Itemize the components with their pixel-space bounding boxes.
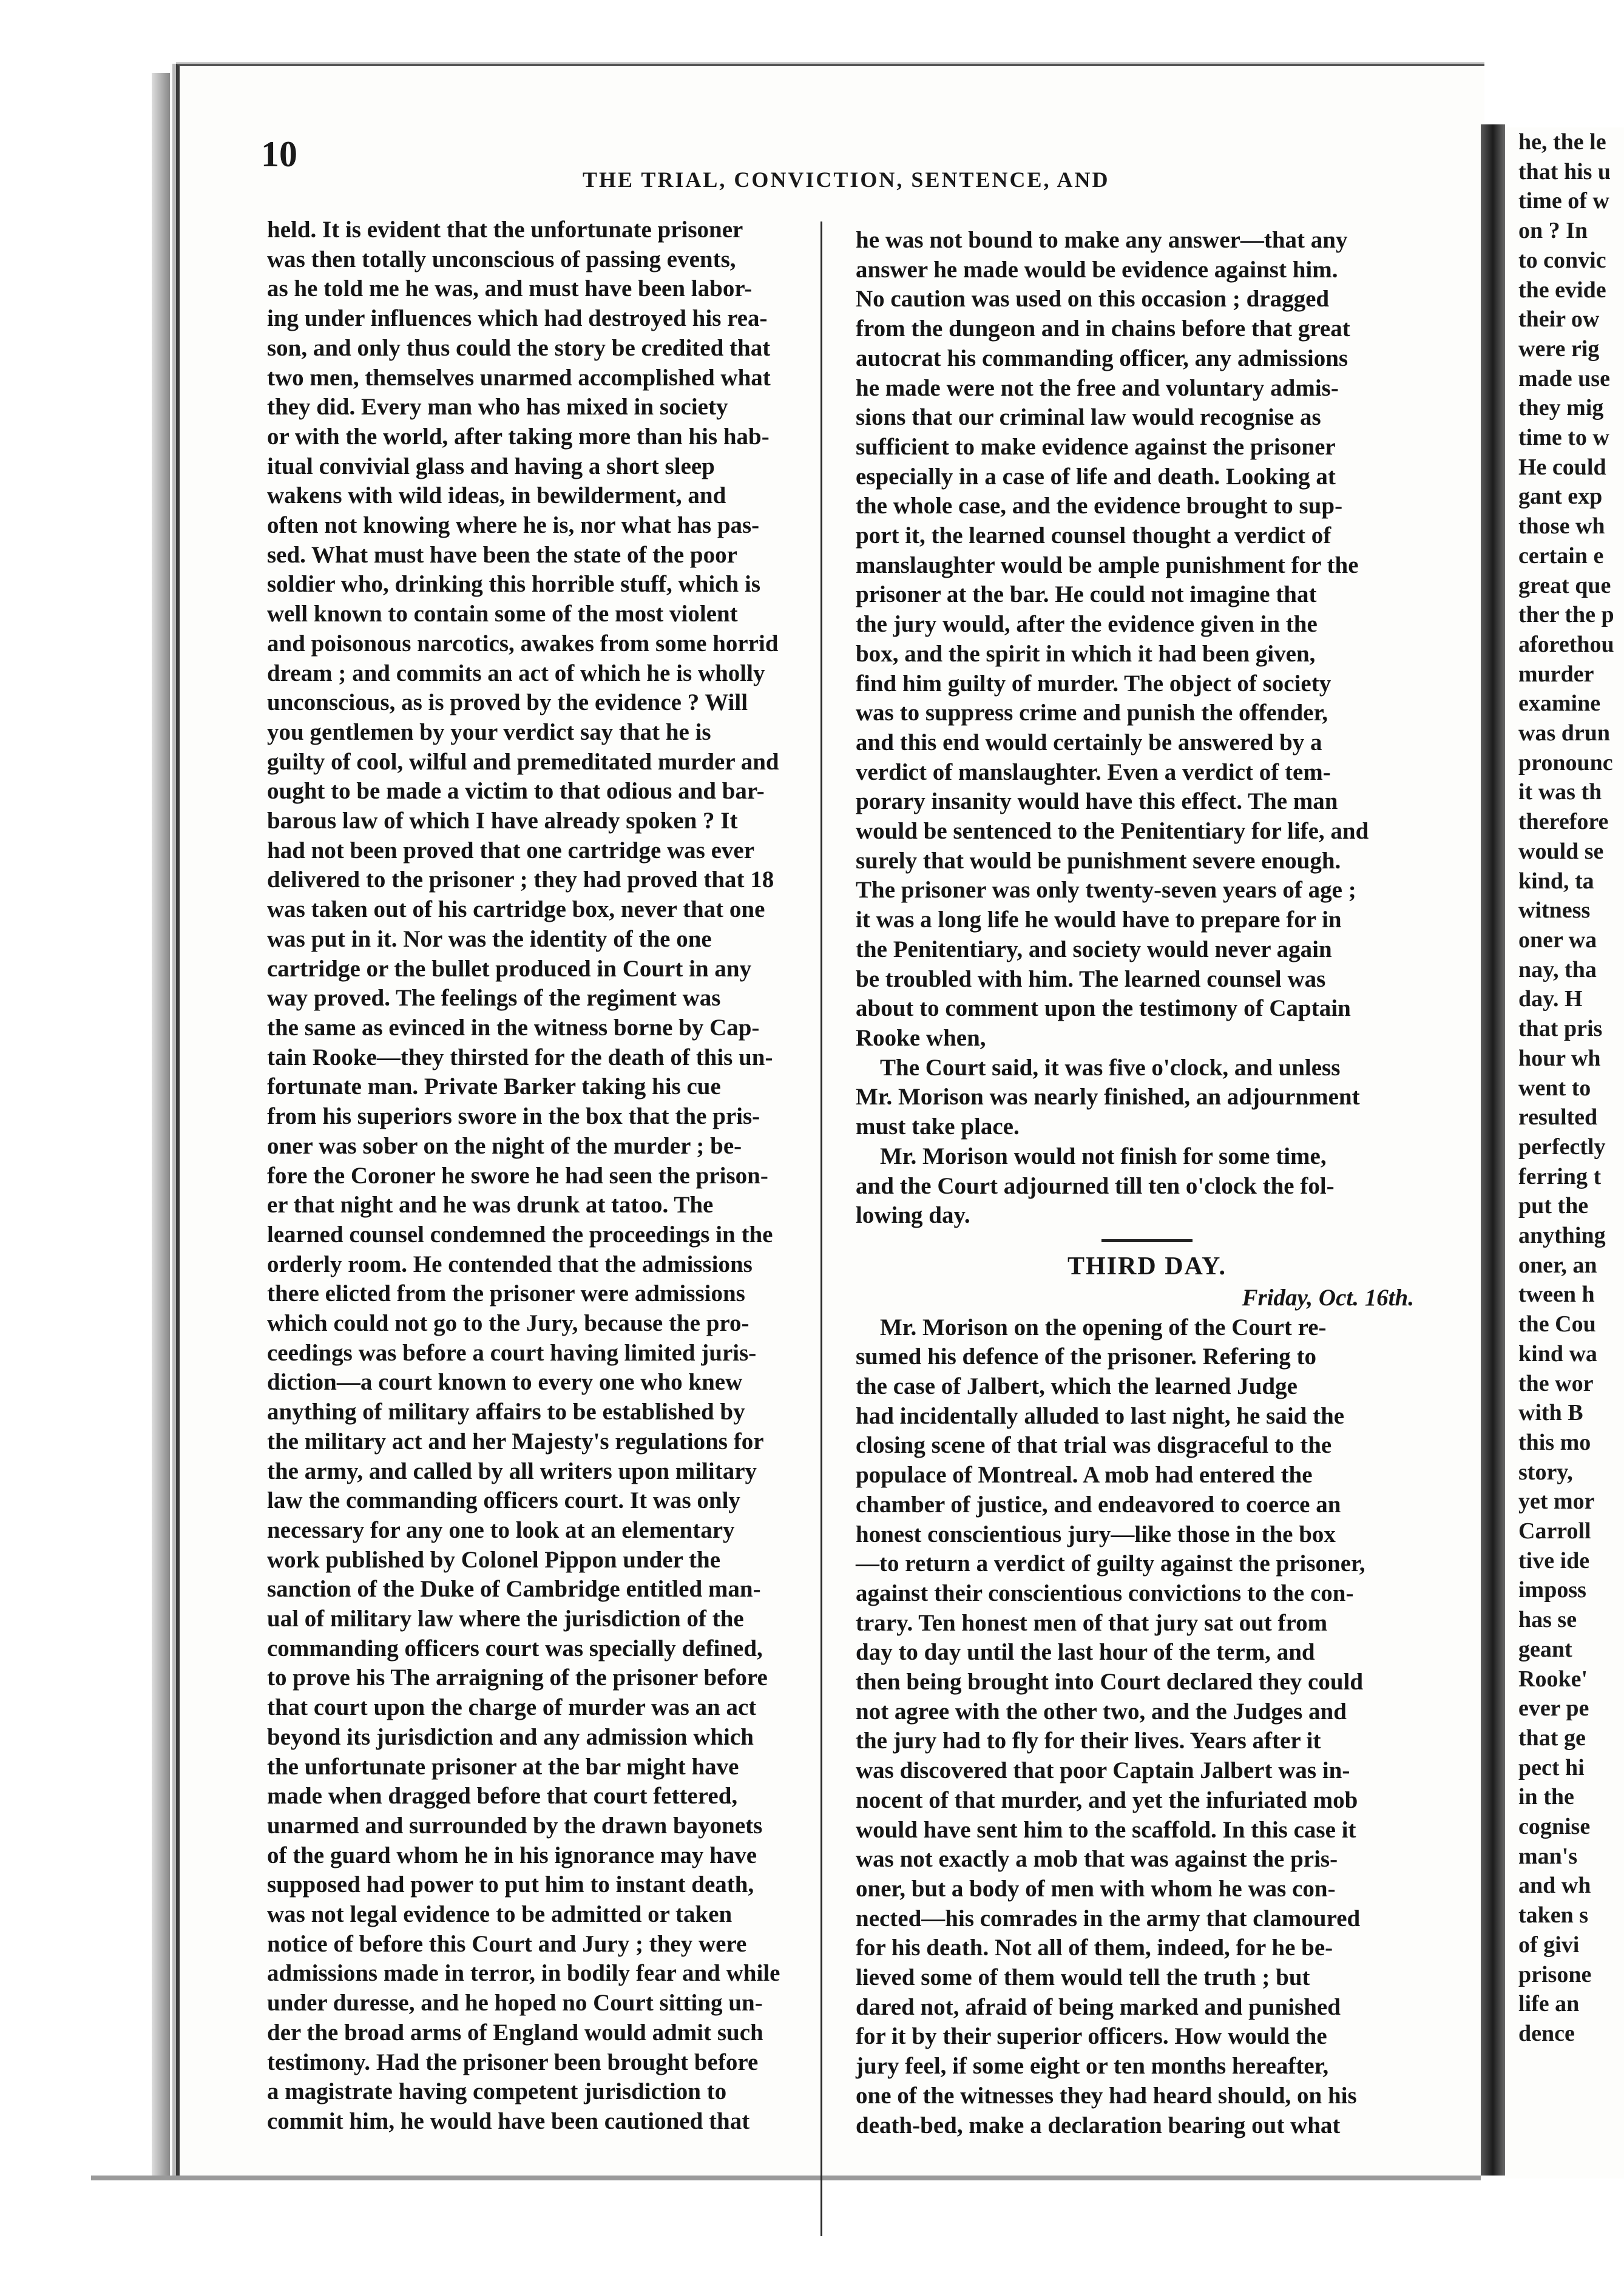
text-line: they did. Every man who has mixed in society — [267, 394, 728, 421]
text-line: that court upon the charge of murder was an act — [267, 1694, 757, 1721]
text-line: port it, the learned counsel thought a verdict of — [856, 522, 1331, 549]
text-line: kind wa — [1518, 1341, 1597, 1367]
morison-reply-paragraph — [856, 1142, 1438, 1231]
text-line: yet mor — [1518, 1489, 1595, 1515]
text-line: there elicted from the prisoner were admissions — [267, 1280, 745, 1307]
text-line: he, the le — [1518, 129, 1606, 155]
text-line: sed. What must have been the state of the poor — [267, 541, 737, 568]
text-line: was not legal evidence to be admitted or taken — [267, 1901, 732, 1928]
text-line: the unfortunate prisoner at the bar might have — [267, 1753, 739, 1780]
text-line: anything — [1518, 1223, 1606, 1249]
text-line: death-bed, make a declaration bearing out what — [856, 2112, 1341, 2138]
text-line: barous law of which I have already spoken ? It — [267, 808, 738, 834]
text-line: sions that our criminal law would recognise as — [856, 404, 1321, 431]
text-line: oner, an — [1518, 1252, 1597, 1278]
text-line: was to suppress crime and punish the offender, — [856, 700, 1328, 726]
text-line: of the guard whom he in his ignorance may have — [267, 1842, 757, 1868]
text-line: must take place. — [856, 1114, 1020, 1140]
text-line: tain Rooke—they thirsted for the death of this un- — [267, 1044, 773, 1070]
text-line: ual of military law where the jurisdiction of the — [267, 1606, 744, 1632]
text-line: certain e — [1518, 543, 1604, 569]
text-line: to convic — [1518, 247, 1606, 273]
text-line: wakens with wild ideas, in bewilderment, and — [267, 482, 726, 509]
text-line: put the — [1518, 1193, 1589, 1219]
text-line: kind, ta — [1518, 868, 1594, 894]
text-line: ever pe — [1518, 1696, 1589, 1722]
text-line: day to day until the last hour of the term, and — [856, 1639, 1315, 1666]
text-line: manslaughter would be ample punishment for the — [856, 552, 1359, 578]
text-line: sanction of the Duke of Cambridge entitled man- — [267, 1576, 761, 1603]
text-line: their ow — [1518, 306, 1600, 333]
text-line: examine — [1518, 691, 1601, 717]
book-gutter — [1481, 124, 1505, 2176]
text-line: Rooke' — [1518, 1666, 1588, 1692]
text-line: it was th — [1518, 779, 1602, 805]
text-line: in the — [1518, 1784, 1574, 1810]
text-line: would be sentenced to the Penitentiary for life, and — [856, 818, 1369, 845]
text-line: he was not bound to make any answer—that any — [856, 227, 1348, 253]
text-line: notice of before this Court and Jury ; they were — [267, 1930, 747, 1957]
page-bottom-edge — [91, 2176, 1481, 2180]
text-line: son, and only thus could the story be credited that — [267, 334, 771, 361]
text-line: trary. Ten honest men of that jury sat out from — [856, 1609, 1328, 1636]
text-line: verdict of manslaughter. Even a verdict of tem- — [856, 759, 1331, 785]
text-line: ther the p — [1518, 602, 1614, 628]
text-line: those wh — [1518, 513, 1605, 539]
text-line: under duresse, and he hoped no Court sitting un- — [267, 1990, 763, 2017]
text-line: pronounc — [1518, 749, 1613, 776]
text-line: dared not, afraid of being marked and punished — [856, 1993, 1341, 2020]
text-line: for his death. Not all of them, indeed, for he be- — [856, 1935, 1333, 1961]
text-line: had incidentally alluded to last night, he said the — [856, 1402, 1345, 1429]
text-line: was discovered that poor Captain Jalbert was in- — [856, 1757, 1350, 1784]
text-line: the army, and called by all writers upon military — [267, 1458, 757, 1484]
text-line: great que — [1518, 572, 1611, 598]
text-line: commit him, he would have been cautioned that — [267, 2108, 750, 2134]
right-column — [856, 226, 1438, 2140]
text-line: was then totally unconscious of passing events, — [267, 246, 736, 272]
text-line: taken s — [1518, 1902, 1589, 1929]
left-column — [267, 215, 789, 2137]
text-line: the wor — [1518, 1370, 1594, 1396]
text-line: made use — [1518, 365, 1610, 391]
text-line: one of the witnesses they had heard should, on his — [856, 2082, 1357, 2109]
text-line: Mr. Morison would not finish for some time, — [880, 1143, 1327, 1169]
text-line: He could — [1518, 454, 1606, 480]
text-line: work published by Colonel Pippon under the — [267, 1546, 720, 1573]
text-line: testimony. Had the prisoner been brought before — [267, 2049, 759, 2075]
text-line: Mr. Morison on the opening of the Court re- — [880, 1314, 1327, 1341]
text-line: that pris — [1518, 1016, 1603, 1042]
text-line: the same as evinced in the witness borne by Cap- — [267, 1014, 760, 1041]
text-line: way proved. The feelings of the regiment was — [267, 985, 721, 1012]
text-line: delivered to the prisoner ; they had proved that 18 — [267, 867, 774, 893]
section-divider-rule — [1101, 1239, 1193, 1242]
text-line: itual convivial glass and having a short sleep — [267, 453, 715, 479]
text-line: lowing day. — [856, 1202, 970, 1229]
text-line: The prisoner was only twenty-seven years of age ; — [856, 877, 1356, 904]
section-heading: THIRD DAY. — [1067, 1252, 1226, 1280]
text-line: often not knowing where he is, nor what has pas- — [267, 512, 760, 539]
text-line: orderly room. He contended that the admissions — [267, 1251, 753, 1277]
text-line: man's — [1518, 1843, 1578, 1869]
text-line: soldier who, drinking this horrible stuff, which is — [267, 571, 761, 598]
text-line: fortunate man. Private Barker taking his cue — [267, 1073, 721, 1100]
text-line: about to comment upon the testimony of Captain — [856, 995, 1351, 1022]
text-line: time to w — [1518, 425, 1609, 451]
text-line: oner, but a body of men with whom he was con- — [856, 1875, 1336, 1902]
text-line: the Penitentiary, and society would never again — [856, 936, 1332, 962]
text-line: porary insanity would have this effect. The man — [856, 788, 1338, 815]
text-line: that ge — [1518, 1725, 1586, 1751]
text-line: from the dungeon and in chains before that great — [856, 316, 1350, 342]
text-line: aforethou — [1518, 631, 1614, 657]
text-line: or with the world, after taking more than his hab- — [267, 423, 770, 450]
text-line: then being brought into Court declared they could — [856, 1669, 1364, 1696]
text-line: Mr. Morison was nearly finished, an adjournment — [856, 1084, 1360, 1111]
text-line: lieved some of them would tell the truth ; but — [856, 1964, 1310, 1991]
text-line: a magistrate having competent jurisdiction to — [267, 2078, 727, 2105]
text-line: it was a long life he would have to prepare for in — [856, 907, 1342, 933]
page-left-edge-shadow — [152, 73, 170, 2179]
text-line: the evide — [1518, 277, 1606, 303]
section-dateline: Friday, Oct. 16th. — [1242, 1284, 1414, 1311]
text-line: the whole case, and the evidence brought to sup- — [856, 493, 1343, 519]
text-line: admissions made in terror, in bodily fear and while — [267, 1960, 780, 1987]
text-line: chamber of justice, and endeavored to coerce an — [856, 1491, 1341, 1518]
text-line: was taken out of his cartridge box, never that one — [267, 896, 765, 923]
text-line: unarmed and surrounded by the drawn bayonets — [267, 1812, 763, 1839]
text-line: The Court said, it was five o'clock, and unless — [880, 1054, 1341, 1081]
text-line: honest conscientious jury—like those in the box — [856, 1521, 1336, 1547]
text-line: fore the Coroner he swore he had seen the prison- — [267, 1162, 768, 1189]
text-line: sumed his defence of the prisoner. Refering to — [856, 1344, 1316, 1370]
text-line: held. It is evident that the unfortunate prisoner — [267, 217, 743, 243]
text-line: learned counsel condemned the proceedings in the — [267, 1221, 773, 1248]
text-line: was not exactly a mob that was against the pris- — [856, 1846, 1338, 1873]
text-line: gant exp — [1518, 484, 1603, 510]
text-line: story, — [1518, 1459, 1573, 1485]
text-line: nocent of that murder, and yet the infuriated mob — [856, 1787, 1358, 1813]
text-line: dence — [1518, 2021, 1575, 2046]
text-line: witness — [1518, 898, 1591, 924]
text-line: time of w — [1518, 188, 1609, 214]
text-line: ceedings was before a court having limited juris- — [267, 1339, 757, 1366]
text-line: sufficient to make evidence against the prisoner — [856, 433, 1336, 460]
text-line: with B — [1518, 1400, 1583, 1426]
text-line: populace of Montreal. A mob had entered the — [856, 1462, 1313, 1489]
text-line: went to — [1518, 1075, 1591, 1101]
text-line: the military act and her Majesty's regulations for — [267, 1428, 764, 1455]
text-line: were rig — [1518, 336, 1600, 362]
text-line: Rooke when, — [856, 1024, 986, 1051]
text-line: closing scene of that trial was disgraceful to the — [856, 1432, 1332, 1459]
text-line: pect hi — [1518, 1754, 1585, 1780]
text-line: er that night and he was drunk at tatoo. The — [267, 1192, 714, 1219]
text-line: law the commanding officers court. It was only — [267, 1487, 740, 1514]
text-line: prisone — [1518, 1961, 1592, 1987]
text-line: was put in it. Nor was the identity of the one — [267, 925, 712, 952]
text-line: that his u — [1518, 158, 1611, 184]
text-line: was drun — [1518, 720, 1610, 746]
text-line: the case of Jalbert, which the learned Judge — [856, 1373, 1298, 1400]
facing-page-fragment — [1505, 127, 1624, 2179]
text-line: Carroll — [1518, 1518, 1591, 1544]
text-line: cartridge or the bullet produced in Court in any — [267, 955, 752, 982]
right-column-bottom-text — [856, 1313, 1438, 2141]
text-line: nay, tha — [1518, 956, 1597, 982]
text-line: would se — [1518, 838, 1604, 864]
text-line: life an — [1518, 1991, 1580, 2017]
text-line: from his superiors swore in the box that the pris- — [267, 1103, 760, 1130]
text-line: oner was sober on the night of the murder ; be- — [267, 1132, 742, 1159]
text-line: ferring t — [1518, 1163, 1602, 1189]
text-line: well known to contain some of the most violent — [267, 601, 738, 627]
text-line: supposed had power to put him to instant death, — [267, 1871, 754, 1898]
page-number: 10 — [261, 134, 297, 174]
text-line: resulted — [1518, 1104, 1598, 1131]
text-line: jury feel, if some eight or ten months hereafter, — [856, 2053, 1329, 2080]
text-line: commanding officers court was specially defined, — [267, 1635, 763, 1662]
text-line: against their conscientious convictions to the con- — [856, 1580, 1354, 1606]
text-line: surely that would be punishment severe enough. — [856, 847, 1341, 874]
text-line: as he told me he was, and must have been labor- — [267, 276, 753, 302]
text-line: made when dragged before that court fettered, — [267, 1783, 738, 1810]
text-line: of givi — [1518, 1932, 1580, 1958]
text-line: he made were not the free and voluntary admis- — [856, 374, 1339, 401]
text-line: nected—his comrades in the army that clamoured — [856, 1905, 1361, 1932]
text-line: cognise — [1518, 1814, 1591, 1840]
text-line: ought to be made a victim to that odious and bar- — [267, 778, 765, 805]
text-line: oner wa — [1518, 927, 1597, 953]
text-line: tween h — [1518, 1282, 1595, 1308]
text-line: not agree with the other two, and the Judges and — [856, 1698, 1347, 1725]
text-line: ing under influences which had destroyed his rea- — [267, 305, 768, 332]
text-line: anything of military affairs to be established by — [267, 1399, 745, 1425]
text-line: hour wh — [1518, 1045, 1601, 1071]
column-rule — [820, 221, 822, 2236]
text-line: dream ; and commits an act of which he is wholly — [267, 660, 765, 686]
text-line: diction—a court known to every one who knew — [267, 1369, 743, 1396]
text-line: the jury had to fly for their lives. Years after it — [856, 1728, 1321, 1754]
text-line: find him guilty of murder. The object of society — [856, 670, 1331, 697]
text-line: day. H — [1518, 986, 1583, 1012]
text-line: on ? In — [1518, 218, 1588, 244]
text-line: had not been proved that one cartridge was ever — [267, 837, 755, 864]
text-line: especially in a case of life and death. Looking at — [856, 463, 1336, 490]
text-line: you gentlemen by your verdict say that he is — [267, 718, 711, 745]
text-line: two men, themselves unarmed accomplished what — [267, 364, 771, 391]
text-line: unconscious, as is proved by the evidence ? Will — [267, 689, 748, 716]
text-line: and wh — [1518, 1873, 1591, 1899]
text-line: No caution was used on this occasion ; dragged — [856, 286, 1330, 313]
text-line: the Cou — [1518, 1311, 1596, 1337]
text-line: has se — [1518, 1607, 1577, 1633]
text-line: perfectly — [1518, 1134, 1606, 1160]
right-column-top-text — [856, 226, 1438, 1053]
text-line: they mig — [1518, 395, 1604, 421]
text-line: and poisonous narcotics, awakes from some horrid — [267, 630, 779, 657]
text-line: and the Court adjourned till ten o'clock the fol- — [856, 1172, 1335, 1199]
text-line: murder — [1518, 661, 1594, 687]
text-line: would have sent him to the scaffold. In this case it — [856, 1816, 1356, 1843]
text-line: for it by their superior officers. How would the — [856, 2023, 1327, 2050]
text-line: der the broad arms of England would admit such — [267, 2019, 763, 2046]
text-line: box, and the spirit in which it had been given, — [856, 640, 1316, 667]
text-line: autocrat his commanding officer, any admissions — [856, 345, 1348, 371]
court-said-paragraph — [856, 1053, 1438, 1142]
text-line: prisoner at the bar. He could not imagine that — [856, 581, 1317, 608]
text-line: imposs — [1518, 1577, 1586, 1603]
text-line: be troubled with him. The learned counsel was — [856, 965, 1326, 992]
text-line: —to return a verdict of guilty against the prisoner, — [856, 1550, 1365, 1577]
text-line: tive ide — [1518, 1547, 1590, 1574]
text-line: beyond its jurisdiction and any admission which — [267, 1723, 754, 1750]
text-line: which could not go to the Jury, because the pro- — [267, 1310, 749, 1337]
text-line: to prove his The arraigning of the prisoner before — [267, 1665, 768, 1691]
text-line: guilty of cool, wilful and premeditated murder and — [267, 748, 779, 775]
text-line: the jury would, after the evidence given in the — [856, 611, 1318, 638]
text-line: necessary for any one to look at an elementary — [267, 1516, 735, 1543]
text-line: and this end would certainly be answered by a — [856, 729, 1322, 756]
text-line: this mo — [1518, 1429, 1591, 1455]
text-line: answer he made would be evidence against him. — [856, 256, 1338, 283]
running-head: THE TRIAL, CONVICTION, SENTENCE, AND — [583, 167, 1110, 192]
text-line: therefore — [1518, 809, 1609, 835]
text-line: geant — [1518, 1636, 1572, 1662]
